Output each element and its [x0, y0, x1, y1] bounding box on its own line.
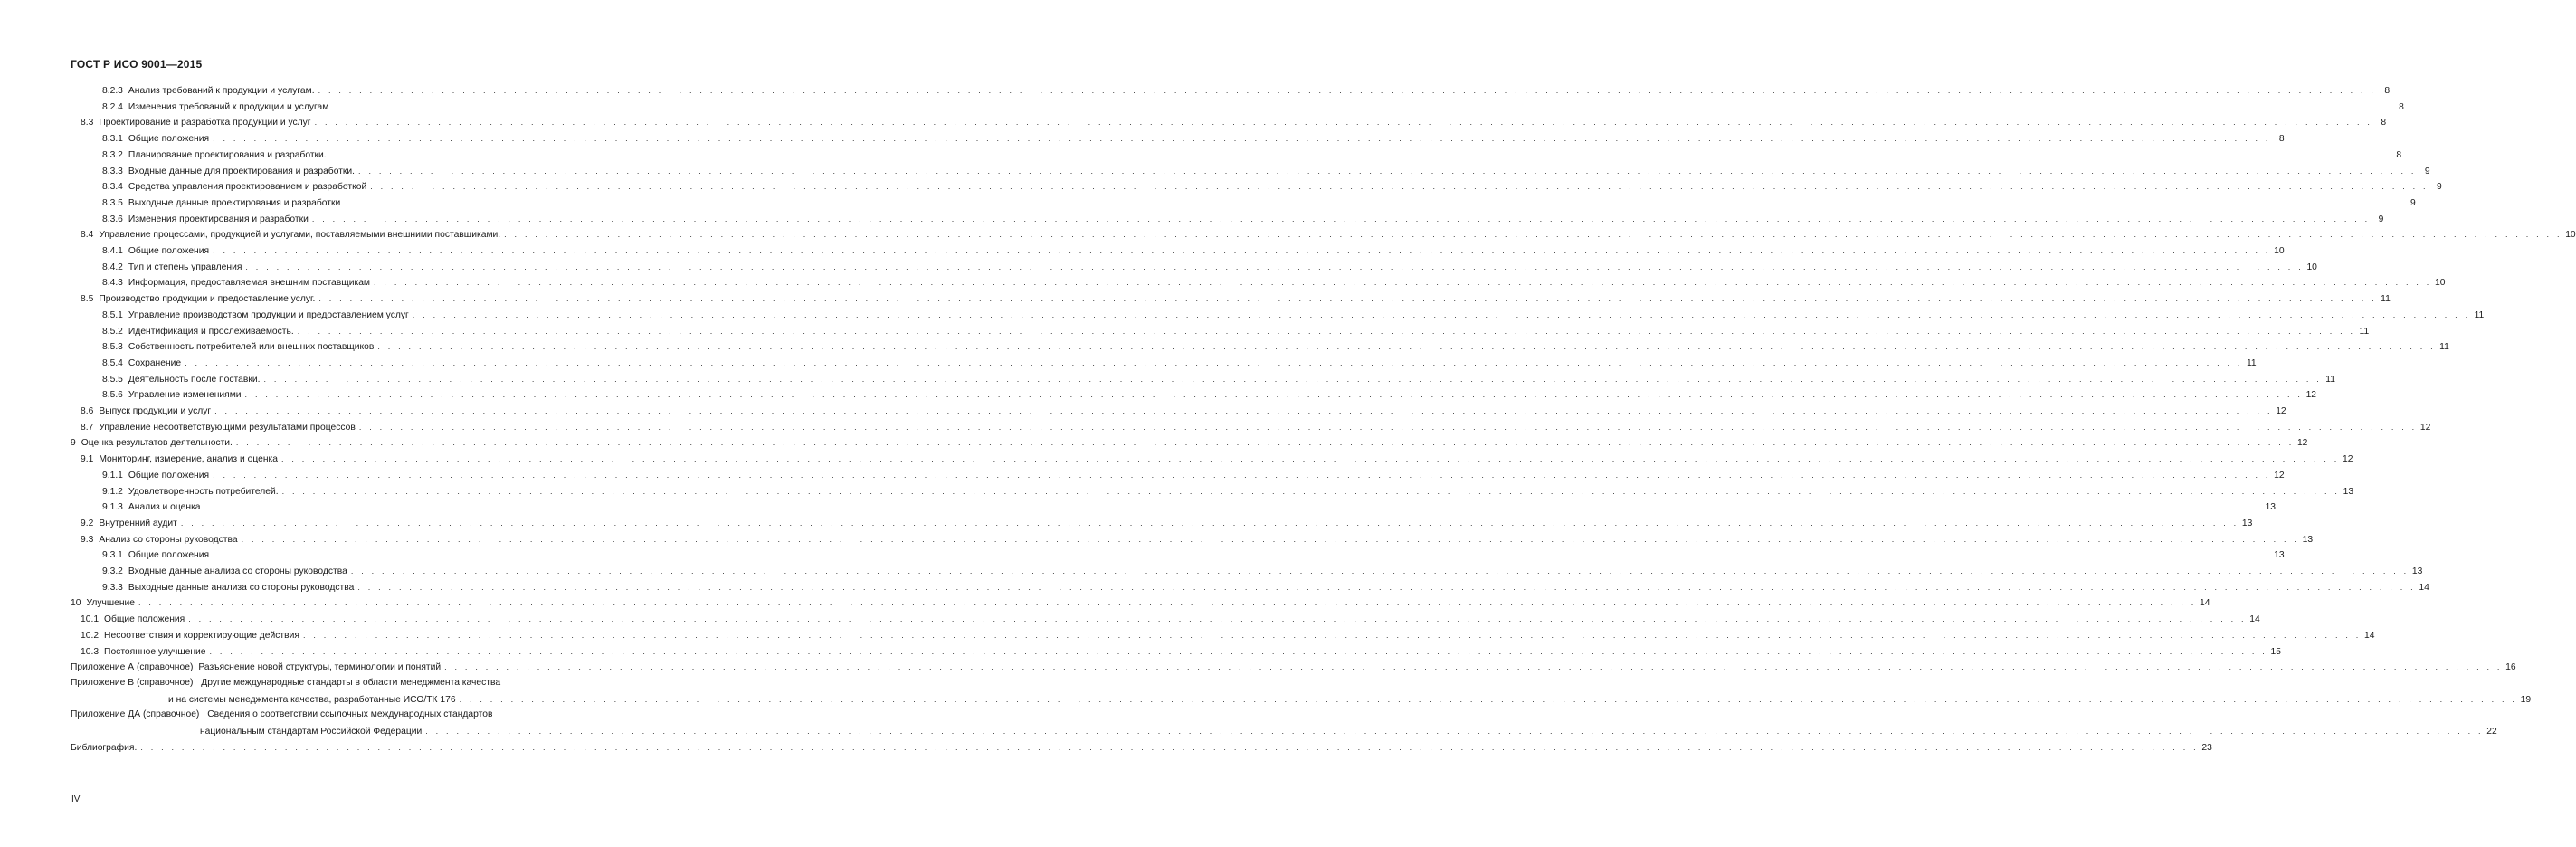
toc-entry-number: 9.1.3: [102, 502, 123, 513]
toc-entry[interactable]: [102, 276, 2446, 289]
toc-entry-title: Изменения проектирования и разработки: [128, 214, 309, 224]
toc-entry-number: 8.5: [81, 294, 94, 305]
toc-entry-title: Разъяснение новой структуры, терминологии и понятий: [198, 662, 442, 673]
toc-entry-page: 9: [2424, 166, 2430, 176]
toc-entry-number: 8.4.3: [102, 278, 123, 289]
toc-entry[interactable]: [200, 725, 2497, 738]
dot-leader: . . . . . . . . . . . . . . . . . . . . . . . . . . . . . . . . . . . . . . . . . . . . . . . . . . . . . . . . . . . . . . . . . . . . . . . . . . . . . . . . . . . . . . . . . . . . . . . . . . . . . . . . . . . . . . . . . . . . . . . . . . . . . . . . . . . . . . . . . . . . . . . . . . . . . . . . . . . . . . . . . . . . . . . . . . . . . . . . . . . . . . . . . . . . . . . . . . . . . . . .: [244, 390, 2304, 400]
toc-entry[interactable]: [102, 132, 2285, 145]
toc-entry[interactable]: [81, 533, 2314, 546]
toc-entry-page: 13: [2302, 534, 2314, 545]
dot-leader: . . . . . . . . . . . . . . . . . . . . . . . . . . . . . . . . . . . . . . . . . . . . . . . . . . . . . . . . . . . . . . . . . . . . . . . . . . . . . . . . . . . . . . . . . . . . . . . . . . . . . . . . . . . . . . . . . . . . . . . . . . . . . . . . . . . . . . . . . . . . . . . . . . . . . . . . . . . . . . . . . . . . . . . . . . . . . . . . . . . . . . . . . . . . . . . . . . . . . . . .: [412, 309, 2471, 319]
toc-entry[interactable]: [71, 741, 2212, 754]
toc-entry[interactable]: [102, 213, 2384, 225]
toc-entry[interactable]: [81, 613, 2260, 625]
toc-entry-number: 8.2.4: [102, 101, 123, 112]
toc-entry-page: 14: [2363, 630, 2375, 641]
toc-entry-number: 9: [71, 438, 76, 449]
toc-entry[interactable]: [81, 452, 2353, 465]
dot-leader: . . . . . . . . . . . . . . . . . . . . . . . . . . . . . . . . . . . . . . . . . . . . . . . . . . . . . . . . . . . . . . . . . . . . . . . . . . . . . . . . . . . . . . . . . . . . . . . . . . . . . . . . . . . . . . . . . . . . . . . . . . . . . . . . . . . . . . . . . . . . . . . . . . . . . . . . . . . . . . . . . . . . . . . . . . . . . . . . . . . . . . . . . . . . . . . . . . . . . . . .: [209, 646, 2268, 656]
toc-entry[interactable]: [102, 261, 2317, 273]
dot-leader: . . . . . . . . . . . . . . . . . . . . . . . . . . . . . . . . . . . . . . . . . . . . . . . . . . . . . . . . . . . . . . . . . . . . . . . . . . . . . . . . . . . . . . . . . . . . . . . . . . . . . . . . . . . . . . . . . . . . . . . . . . . . . . . . . . . . . . . . . . . . . . . . . . . . . . . . . . . . . . . . . . . . . . . . . . . . . . . . . . . . . . . . . . . . . . . . . . . . . . . .: [459, 694, 2518, 704]
toc-entry[interactable]: [102, 325, 2370, 338]
toc-entry-number: 8.5.5: [102, 374, 123, 385]
toc-entry-title: Деятельность после поставки.: [128, 374, 261, 385]
dot-leader: . . . . . . . . . . . . . . . . . . . . . . . . . . . . . . . . . . . . . . . . . . . . . . . . . . . . . . . . . . . . . . . . . . . . . . . . . . . . . . . . . . . . . . . . . . . . . . . . . . . . . . . . . . . . . . . . . . . . . . . . . . . . . . . . . . . . . . . . . . . . . . . . . . . . . . . . . . . . . . . . . . . . . . . . . . . . . . . . . . . . . . . . . . . . . . . . . . . . . . . .: [188, 614, 2247, 624]
toc-entry-page: 12: [2276, 406, 2286, 416]
toc-entry-number: 9.3.2: [102, 566, 123, 576]
toc-entry-number: 9.2: [81, 518, 94, 528]
dot-leader: . . . . . . . . . . . . . . . . . . . . . . . . . . . . . . . . . . . . . . . . . . . . . . . . . . . . . . . . . . . . . . . . . . . . . . . . . . . . . . . . . . . . . . . . . . . . . . . . . . . . . . . . . . . . . . . . . . . . . . . . . . . . . . . . . . . . . . . . . . . . . . . . . . . . . . . . . . . . . . . . . . . . . . . . . . . . . . . . . . . . . . . . . . . . . . . . . . . . . . . .: [314, 118, 2373, 128]
dot-leader: . . . . . . . . . . . . . . . . . . . . . . . . . . . . . . . . . . . . . . . . . . . . . . . . . . . . . . . . . . . . . . . . . . . . . . . . . . . . . . . . . . . . . . . . . . . . . . . . . . . . . . . . . . . . . . . . . . . . . . . . . . . . . . . . . . . . . . . . . . . . . . . . . . . . . . . . . . . . . . . . . . . . . . . . . . . . . . . . . . . . . . . . . . . . . . . . . . . . . . . .: [281, 486, 2341, 496]
toc-entry-number: 9.3.3: [102, 582, 123, 593]
dot-leader: . . . . . . . . . . . . . . . . . . . . . . . . . . . . . . . . . . . . . . . . . . . . . . . . . . . . . . . . . . . . . . . . . . . . . . . . . . . . . . . . . . . . . . . . . . . . . . . . . . . . . . . . . . . . . . . . . . . . . . . . . . . . . . . . . . . . . . . . . . . . . . . . . . . . . . . . . . . . . . . . . . . . . . . . . . . . . . . . . . . . . . . . . . . . . . . . . . . . . . . .: [329, 149, 2389, 159]
toc-entry-title: Управление процессами, продукцией и услугами, поставляемыми внешними поставщиками.: [99, 230, 501, 241]
dot-leader: . . . . . . . . . . . . . . . . . . . . . . . . . . . . . . . . . . . . . . . . . . . . . . . . . . . . . . . . . . . . . . . . . . . . . . . . . . . . . . . . . . . . . . . . . . . . . . . . . . . . . . . . . . . . . . . . . . . . . . . . . . . . . . . . . . . . . . . . . . . . . . . . . . . . . . . . . . . . . . . . . . . . . . . . . . . . . . . . . . . . . . . . . . . . . . . . . . . . . . . .: [358, 166, 2417, 176]
toc-entry-title: Выходные данные проектирования и разработки: [128, 197, 341, 208]
toc-entry-page: 15: [2270, 646, 2282, 657]
toc-entry-number: 8.5.4: [102, 357, 123, 368]
toc-entry-number: 8.6: [81, 406, 94, 416]
toc-entry-page: 13: [2265, 502, 2277, 513]
toc-entry-number: 8.3.1: [102, 134, 123, 145]
toc-entry-title: Общие положения: [128, 134, 210, 145]
toc-entry-page: 11: [2381, 294, 2391, 305]
toc-entry-page: 23: [2201, 742, 2212, 753]
toc-entry-number: 9.1.2: [102, 486, 123, 497]
toc-entry-title: Средства управления проектированием и разработкой: [128, 182, 367, 193]
toc-entry[interactable]: [71, 436, 2308, 449]
toc-entry[interactable]: [102, 165, 2430, 177]
toc-entry-title: Входные данные для проектирования и разработки.: [128, 166, 356, 176]
toc-entry-page: 12: [2296, 438, 2308, 449]
toc-entry-page: 8: [2399, 101, 2404, 112]
toc-entry-page: 16: [2505, 662, 2516, 673]
dot-leader: . . . . . . . . . . . . . . . . . . . . . . . . . . . . . . . . . . . . . . . . . . . . . . . . . . . . . . . . . . . . . . . . . . . . . . . . . . . . . . . . . . . . . . . . . . . . . . . . . . . . . . . . . . . . . . . . . . . . . . . . . . . . . . . . . . . . . . . . . . . . . . . . . . . . . . . . . . . . . . . . . . . . . . . . . . . . . . . . . . . . . . . . . . . . . . . . . . . . . . . .: [357, 582, 2416, 592]
dot-leader: . . . . . . . . . . . . . . . . . . . . . . . . . . . . . . . . . . . . . . . . . . . . . . . . . . . . . . . . . . . . . . . . . . . . . . . . . . . . . . . . . . . . . . . . . . . . . . . . . . . . . . . . . . . . . . . . . . . . . . . . . . . . . . . . . . . . . . . . . . . . . . . . . . . . . . . . . . . . . . . . . . . . . . . . . . . . . . . . . . . . . . . . . . . . . . . . . . . . . . . .: [213, 246, 2271, 255]
toc-entry-page: 11: [2359, 326, 2370, 337]
toc-entry-number: 8.3.3: [102, 166, 123, 176]
toc-entry-title: Идентификация и прослеживаемость.: [128, 326, 294, 337]
toc-entry-title: Входные данные анализа со стороны руководства: [128, 566, 347, 576]
dot-leader: . . . . . . . . . . . . . . . . . . . . . . . . . . . . . . . . . . . . . . . . . . . . . . . . . . . . . . . . . . . . . . . . . . . . . . . . . . . . . . . . . . . . . . . . . . . . . . . . . . . . . . . . . . . . . . . . . . . . . . . . . . . . . . . . . . . . . . . . . . . . . . . . . . . . . . . . . . . . . . . . . . . . . . . . . . . . . . . . . . . . . . . . . . . . . . . . . . . . . . . .: [213, 134, 2271, 144]
toc-entry[interactable]: [81, 116, 2387, 128]
toc-entry[interactable]: [102, 357, 2257, 369]
toc-entry-title: Изменения требований к продукции и услугам: [128, 101, 329, 112]
toc-entry-title: Мониторинг, измерение, анализ и оценка: [99, 454, 278, 465]
toc-entry-number: 9.3: [81, 534, 94, 545]
toc-entry-title: Оценка результатов деятельности.: [81, 438, 233, 449]
dot-leader: . . . . . . . . . . . . . . . . . . . . . . . . . . . . . . . . . . . . . . . . . . . . . . . . . . . . . . . . . . . . . . . . . . . . . . . . . . . . . . . . . . . . . . . . . . . . . . . . . . . . . . . . . . . . . . . . . . . . . . . . . . . . . . . . . . . . . . . . . . . . . . . . . . . . . . . . . . . . . . . . . . . . . . . . . . . . . . . . . . . . . . . . . . . . . . . . . . . . . . . .: [504, 230, 2562, 240]
dot-leader: . . . . . . . . . . . . . . . . . . . . . . . . . . . . . . . . . . . . . . . . . . . . . . . . . . . . . . . . . . . . . . . . . . . . . . . . . . . . . . . . . . . . . . . . . . . . . . . . . . . . . . . . . . . . . . . . . . . . . . . . . . . . . . . . . . . . . . . . . . . . . . . . . . . . . . . . . . . . . . . . . . . . . . . . . . . . . . . . . . . . . . . . . . . . . . . . . . . . . . . .: [425, 727, 2484, 736]
toc-entry[interactable]: [71, 596, 2210, 609]
toc-entry-title: Анализ и оценка: [128, 502, 201, 513]
dot-leader: . . . . . . . . . . . . . . . . . . . . . . . . . . . . . . . . . . . . . . . . . . . . . . . . . . . . . . . . . . . . . . . . . . . . . . . . . . . . . . . . . . . . . . . . . . . . . . . . . . . . . . . . . . . . . . . . . . . . . . . . . . . . . . . . . . . . . . . . . . . . . . . . . . . . . . . . . . . . . . . . . . . . . . . . . . . . . . . . . . . . . . . . . . . . . . . . . . . . . . . .: [311, 214, 2371, 224]
toc-entry-number: 8.3.2: [102, 149, 123, 160]
toc-entry-number: 8.5.1: [102, 309, 123, 320]
toc-entry-title: Внутренний аудит: [99, 518, 177, 528]
toc-entry[interactable]: [102, 309, 2485, 321]
toc-entry-title: и на системы менеджмента качества, разработанные ИСО/ТК 176: [168, 694, 456, 705]
toc-entry-title: Планирование проектирования и разработки.: [128, 149, 327, 160]
toc-entry[interactable]: [102, 100, 2404, 113]
toc-entry-page: 8: [2381, 118, 2387, 128]
toc-entry-title: Выходные данные анализа со стороны руководства: [128, 582, 355, 593]
toc-entry-number: 10.1: [81, 614, 100, 625]
dot-leader: . . . . . . . . . . . . . . . . . . . . . . . . . . . . . . . . . . . . . . . . . . . . . . . . . . . . . . . . . . . . . . . . . . . . . . . . . . . . . . . . . . . . . . . . . . . . . . . . . . . . . . . . . . . . . . . . . . . . . . . . . . . . . . . . . . . . . . . . . . . . . . . . . . . . . . . . . . . . . . . . . . . . . . . . . . . . . . . . . . . . . . . . . . . . . . . . . . . . . . . .: [241, 534, 2300, 544]
toc-entry-title: Производство продукции и предоставление услуг.: [99, 294, 316, 305]
toc-entry[interactable]: [102, 469, 2285, 481]
toc-entry-page: 13: [2241, 518, 2253, 528]
dot-leader: . . . . . . . . . . . . . . . . . . . . . . . . . . . . . . . . . . . . . . . . . . . . . . . . . . . . . . . . . . . . . . . . . . . . . . . . . . . . . . . . . . . . . . . . . . . . . . . . . . . . . . . . . . . . . . . . . . . . . . . . . . . . . . . . . . . . . . . . . . . . . . . . . . . . . . . . . . . . . . . . . . . . . . . . . . . . . . . . . . . . . . . . . . . . . . . . . . . . . . . .: [140, 742, 2199, 752]
toc-entry-page: 8: [2278, 134, 2285, 145]
toc-entry-page: 13: [2343, 486, 2354, 497]
toc-entry-page: 10: [2565, 230, 2576, 241]
toc-entry-page: 9: [2410, 197, 2416, 208]
toc-entry-page: 11: [2439, 342, 2449, 353]
toc-entry[interactable]: [168, 693, 2532, 706]
toc-entry-number: 10.3: [81, 646, 100, 657]
toc-entry-title: Управление несоответствующими результатами процессов: [99, 422, 356, 433]
toc-entry-page: 12: [2305, 390, 2317, 401]
toc-entry-number: Приложение В (справочное): [71, 677, 194, 688]
dot-leader: . . . . . . . . . . . . . . . . . . . . . . . . . . . . . . . . . . . . . . . . . . . . . . . . . . . . . . . . . . . . . . . . . . . . . . . . . . . . . . . . . . . . . . . . . . . . . . . . . . . . . . . . . . . . . . . . . . . . . . . . . . . . . . . . . . . . . . . . . . . . . . . . . . . . . . . . . . . . . . . . . . . . . . . . . . . . . . . . . . . . . . . . . . . . . . . . . . . . . . . .: [235, 438, 2295, 448]
dot-leader: . . . . . . . . . . . . . . . . . . . . . . . . . . . . . . . . . . . . . . . . . . . . . . . . . . . . . . . . . . . . . . . . . . . . . . . . . . . . . . . . . . . . . . . . . . . . . . . . . . . . . . . . . . . . . . . . . . . . . . . . . . . . . . . . . . . . . . . . . . . . . . . . . . . . . . . . . . . . . . . . . . . . . . . . . . . . . . . . . . . . . . . . . . . . . . . . . . . . . . . .: [377, 342, 2436, 352]
toc-entry-line: [71, 709, 492, 721]
toc-entry[interactable]: [102, 373, 2335, 385]
dot-leader: . . . . . . . . . . . . . . . . . . . . . . . . . . . . . . . . . . . . . . . . . . . . . . . . . . . . . . . . . . . . . . . . . . . . . . . . . . . . . . . . . . . . . . . . . . . . . . . . . . . . . . . . . . . . . . . . . . . . . . . . . . . . . . . . . . . . . . . . . . . . . . . . . . . . . . . . . . . . . . . . . . . . . . . . . . . . . . . . . . . . . . . . . . . . . . . . . . . . . . . .: [185, 357, 2243, 367]
toc-entry[interactable]: [102, 485, 2354, 498]
dot-leader: . . . . . . . . . . . . . . . . . . . . . . . . . . . . . . . . . . . . . . . . . . . . . . . . . . . . . . . . . . . . . . . . . . . . . . . . . . . . . . . . . . . . . . . . . . . . . . . . . . . . . . . . . . . . . . . . . . . . . . . . . . . . . . . . . . . . . . . . . . . . . . . . . . . . . . . . . . . . . . . . . . . . . . . . . . . . . . . . . . . . . . . . . . . . . . . . . . . . . . . .: [374, 278, 2432, 288]
toc-entry-title: Выпуск продукции и услуг: [99, 406, 212, 416]
toc-entry-number: 10.2: [81, 630, 100, 641]
toc-entry-number: 8.4.2: [102, 262, 123, 272]
toc-entry-number: 8.3.5: [102, 197, 123, 208]
toc-entry-number: 8.3: [81, 118, 94, 128]
toc-entry[interactable]: [102, 548, 2285, 561]
toc-entry-number: 8.2.3: [102, 86, 123, 96]
toc-entry-title: Сохранение: [128, 357, 182, 368]
toc-entry-page: 22: [2486, 727, 2497, 737]
toc-entry[interactable]: [102, 340, 2449, 353]
toc-entry-title: Анализ требований к продукции и услугам.: [128, 86, 315, 96]
page-number-footer: IV: [71, 795, 81, 804]
toc-entry-title: Библиография.: [71, 742, 138, 753]
toc-entry-title: Управление изменениями: [128, 390, 242, 401]
dot-leader: . . . . . . . . . . . . . . . . . . . . . . . . . . . . . . . . . . . . . . . . . . . . . . . . . . . . . . . . . . . . . . . . . . . . . . . . . . . . . . . . . . . . . . . . . . . . . . . . . . . . . . . . . . . . . . . . . . . . . . . . . . . . . . . . . . . . . . . . . . . . . . . . . . . . . . . . . . . . . . . . . . . . . . . . . . . . . . . . . . . . . . . . . . . . . . . . . . . . . . . .: [281, 454, 2340, 464]
dot-leader: . . . . . . . . . . . . . . . . . . . . . . . . . . . . . . . . . . . . . . . . . . . . . . . . . . . . . . . . . . . . . . . . . . . . . . . . . . . . . . . . . . . . . . . . . . . . . . . . . . . . . . . . . . . . . . . . . . . . . . . . . . . . . . . . . . . . . . . . . . . . . . . . . . . . . . . . . . . . . . . . . . . . . . . . . . . . . . . . . . . . . . . . . . . . . . . . . . . . . . . .: [350, 566, 2410, 576]
toc-entry-page: 13: [2411, 566, 2423, 576]
dot-leader: . . . . . . . . . . . . . . . . . . . . . . . . . . . . . . . . . . . . . . . . . . . . . . . . . . . . . . . . . . . . . . . . . . . . . . . . . . . . . . . . . . . . . . . . . . . . . . . . . . . . . . . . . . . . . . . . . . . . . . . . . . . . . . . . . . . . . . . . . . . . . . . . . . . . . . . . . . . . . . . . . . . . . . . . . . . . . . . . . . . . . . . . . . . . . . . . . . . . . . . .: [263, 374, 2322, 384]
toc-entry-title: Другие международные стандарты в области менеджмента качества: [198, 677, 501, 688]
toc-entry-title: Проектирование и разработка продукции и услуг: [99, 118, 311, 128]
toc-entry-page: 14: [2249, 614, 2260, 625]
toc-entry-page: 19: [2520, 694, 2532, 705]
dot-leader: . . . . . . . . . . . . . . . . . . . . . . . . . . . . . . . . . . . . . . . . . . . . . . . . . . . . . . . . . . . . . . . . . . . . . . . . . . . . . . . . . . . . . . . . . . . . . . . . . . . . . . . . . . . . . . . . . . . . . . . . . . . . . . . . . . . . . . . . . . . . . . . . . . . . . . . . . . . . . . . . . . . . . . . . . . . . . . . . . . . . . . . . . . . . . . . . . . . . . . . .: [358, 422, 2418, 432]
toc-entry[interactable]: [102, 244, 2285, 257]
toc-entry-page: 12: [2274, 470, 2285, 481]
toc-entry[interactable]: [81, 292, 2391, 305]
dot-leader: . . . . . . . . . . . . . . . . . . . . . . . . . . . . . . . . . . . . . . . . . . . . . . . . . . . . . . . . . . . . . . . . . . . . . . . . . . . . . . . . . . . . . . . . . . . . . . . . . . . . . . . . . . . . . . . . . . . . . . . . . . . . . . . . . . . . . . . . . . . . . . . . . . . . . . . . . . . . . . . . . . . . . . . . . . . . . . . . . . . . . . . . . . . . . . . . . . . . . . . .: [332, 101, 2391, 111]
dot-leader: . . . . . . . . . . . . . . . . . . . . . . . . . . . . . . . . . . . . . . . . . . . . . . . . . . . . . . . . . . . . . . . . . . . . . . . . . . . . . . . . . . . . . . . . . . . . . . . . . . . . . . . . . . . . . . . . . . . . . . . . . . . . . . . . . . . . . . . . . . . . . . . . . . . . . . . . . . . . . . . . . . . . . . . . . . . . . . . . . . . . . . . . . . . . . . . . . . . . . . . .: [245, 262, 2304, 271]
toc-entry-page: 8: [2384, 86, 2391, 96]
toc-entry-number: 9.1.1: [102, 470, 123, 481]
toc-entry-number: 8.4: [81, 230, 94, 241]
toc-entry[interactable]: [81, 421, 2431, 433]
dot-leader: . . . . . . . . . . . . . . . . . . . . . . . . . . . . . . . . . . . . . . . . . . . . . . . . . . . . . . . . . . . . . . . . . . . . . . . . . . . . . . . . . . . . . . . . . . . . . . . . . . . . . . . . . . . . . . . . . . . . . . . . . . . . . . . . . . . . . . . . . . . . . . . . . . . . . . . . . . . . . . . . . . . . . . . . . . . . . . . . . . . . . . . . . . . . . . . . . . . . . . . .: [302, 630, 2362, 640]
dot-leader: . . . . . . . . . . . . . . . . . . . . . . . . . . . . . . . . . . . . . . . . . . . . . . . . . . . . . . . . . . . . . . . . . . . . . . . . . . . . . . . . . . . . . . . . . . . . . . . . . . . . . . . . . . . . . . . . . . . . . . . . . . . . . . . . . . . . . . . . . . . . . . . . . . . . . . . . . . . . . . . . . . . . . . . . . . . . . . . . . . . . . . . . . . . . . . . . . . . . . . . .: [297, 326, 2356, 336]
toc-entry-title: национальным стандартам Российской Федерации: [200, 727, 423, 737]
toc-entry[interactable]: [102, 388, 2317, 401]
toc-entry-number: 8.3.4: [102, 182, 123, 193]
dot-leader: . . . . . . . . . . . . . . . . . . . . . . . . . . . . . . . . . . . . . . . . . . . . . . . . . . . . . . . . . . . . . . . . . . . . . . . . . . . . . . . . . . . . . . . . . . . . . . . . . . . . . . . . . . . . . . . . . . . . . . . . . . . . . . . . . . . . . . . . . . . . . . . . . . . . . . . . . . . . . . . . . . . . . . . . . . . . . . . . . . . . . . . . . . . . . . . . . . . . . . . .: [318, 86, 2377, 95]
toc-entry-page: 14: [2419, 582, 2429, 593]
toc-entry[interactable]: [81, 645, 2282, 658]
toc-entry-title: Несоответствия и корректирующие действия: [104, 630, 299, 641]
toc-entry-number: Приложение А (справочное): [71, 662, 194, 673]
toc-entry-line: [71, 677, 500, 690]
toc-entry-number: Приложение ДА (справочное): [71, 709, 200, 720]
dot-leader: . . . . . . . . . . . . . . . . . . . . . . . . . . . . . . . . . . . . . . . . . . . . . . . . . . . . . . . . . . . . . . . . . . . . . . . . . . . . . . . . . . . . . . . . . . . . . . . . . . . . . . . . . . . . . . . . . . . . . . . . . . . . . . . . . . . . . . . . . . . . . . . . . . . . . . . . . . . . . . . . . . . . . . . . . . . . . . . . . . . . . . . . . . . . . . . . . . . . . . . .: [344, 197, 2402, 207]
toc-entry-title: Удовлетворенность потребителей.: [128, 486, 279, 497]
toc-entry-page: 11: [2474, 309, 2485, 320]
toc-entry-number: 8.4.1: [102, 246, 123, 256]
toc-entry-page: 12: [2343, 454, 2353, 465]
toc-entry[interactable]: [81, 404, 2286, 417]
toc-entry-page: 9: [2437, 182, 2442, 193]
dot-leader: . . . . . . . . . . . . . . . . . . . . . . . . . . . . . . . . . . . . . . . . . . . . . . . . . . . . . . . . . . . . . . . . . . . . . . . . . . . . . . . . . . . . . . . . . . . . . . . . . . . . . . . . . . . . . . . . . . . . . . . . . . . . . . . . . . . . . . . . . . . . . . . . . . . . . . . . . . . . . . . . . . . . . . . . . . . . . . . . . . . . . . . . . . . . . . . . . . . . . . . .: [444, 662, 2503, 672]
toc-entry-page: 10: [2435, 278, 2446, 289]
toc-entry-page: 8: [2396, 149, 2402, 160]
toc-entry[interactable]: [102, 500, 2277, 513]
toc-entry-title: Управление производством продукции и предоставлением услуг: [128, 309, 409, 320]
toc-entry-number: 9.1: [81, 454, 94, 465]
toc-entry-title: Улучшение: [86, 598, 135, 609]
toc-entry-page: 9: [2378, 214, 2384, 224]
dot-leader: . . . . . . . . . . . . . . . . . . . . . . . . . . . . . . . . . . . . . . . . . . . . . . . . . . . . . . . . . . . . . . . . . . . . . . . . . . . . . . . . . . . . . . . . . . . . . . . . . . . . . . . . . . . . . . . . . . . . . . . . . . . . . . . . . . . . . . . . . . . . . . . . . . . . . . . . . . . . . . . . . . . . . . . . . . . . . . . . . . . . . . . . . . . . . . . . . . . . . . . .: [204, 502, 2263, 512]
toc-entry-page: 11: [2325, 374, 2335, 385]
toc-entry-number: 8.5.3: [102, 342, 123, 353]
dot-leader: . . . . . . . . . . . . . . . . . . . . . . . . . . . . . . . . . . . . . . . . . . . . . . . . . . . . . . . . . . . . . . . . . . . . . . . . . . . . . . . . . . . . . . . . . . . . . . . . . . . . . . . . . . . . . . . . . . . . . . . . . . . . . . . . . . . . . . . . . . . . . . . . . . . . . . . . . . . . . . . . . . . . . . . . . . . . . . . . . . . . . . . . . . . . . . . . . . . . . . . .: [213, 470, 2271, 480]
toc-entry-number: 8.5.6: [102, 390, 123, 401]
toc-entry-title: Анализ со стороны руководства: [99, 534, 238, 545]
toc-entry-number: 10: [71, 598, 81, 609]
toc-entry-page: 11: [2246, 357, 2257, 368]
toc-entry-title: Сведения о соответствии ссылочных международных стандартов: [204, 709, 493, 720]
toc-entry[interactable]: [102, 84, 2391, 97]
dot-leader: . . . . . . . . . . . . . . . . . . . . . . . . . . . . . . . . . . . . . . . . . . . . . . . . . . . . . . . . . . . . . . . . . . . . . . . . . . . . . . . . . . . . . . . . . . . . . . . . . . . . . . . . . . . . . . . . . . . . . . . . . . . . . . . . . . . . . . . . . . . . . . . . . . . . . . . . . . . . . . . . . . . . . . . . . . . . . . . . . . . . . . . . . . . . . . . . . . . . . . . .: [318, 294, 2377, 304]
toc-entry-page: 10: [2274, 246, 2285, 256]
toc-entry[interactable]: [102, 196, 2416, 209]
toc-entry[interactable]: [71, 661, 2516, 673]
toc-entry[interactable]: [102, 148, 2402, 161]
toc-entry[interactable]: [81, 629, 2375, 642]
toc-entry-page: 13: [2274, 550, 2285, 561]
toc-entry[interactable]: [102, 565, 2423, 577]
toc-entry[interactable]: [102, 180, 2442, 193]
toc-entry-page: 10: [2306, 262, 2317, 272]
toc-entry[interactable]: [81, 517, 2253, 529]
dot-leader: . . . . . . . . . . . . . . . . . . . . . . . . . . . . . . . . . . . . . . . . . . . . . . . . . . . . . . . . . . . . . . . . . . . . . . . . . . . . . . . . . . . . . . . . . . . . . . . . . . . . . . . . . . . . . . . . . . . . . . . . . . . . . . . . . . . . . . . . . . . . . . . . . . . . . . . . . . . . . . . . . . . . . . . . . . . . . . . . . . . . . . . . . . . . . . . . . . . . . . . .: [214, 406, 2273, 415]
toc-entry[interactable]: [102, 581, 2429, 594]
toc-entry-title: Тип и степень управления: [128, 262, 242, 272]
dot-leader: . . . . . . . . . . . . . . . . . . . . . . . . . . . . . . . . . . . . . . . . . . . . . . . . . . . . . . . . . . . . . . . . . . . . . . . . . . . . . . . . . . . . . . . . . . . . . . . . . . . . . . . . . . . . . . . . . . . . . . . . . . . . . . . . . . . . . . . . . . . . . . . . . . . . . . . . . . . . . . . . . . . . . . . . . . . . . . . . . . . . . . . . . . . . . . . . . . . . . . . .: [138, 598, 2197, 608]
toc-entry-number: 8.7: [81, 422, 94, 433]
dot-leader: . . . . . . . . . . . . . . . . . . . . . . . . . . . . . . . . . . . . . . . . . . . . . . . . . . . . . . . . . . . . . . . . . . . . . . . . . . . . . . . . . . . . . . . . . . . . . . . . . . . . . . . . . . . . . . . . . . . . . . . . . . . . . . . . . . . . . . . . . . . . . . . . . . . . . . . . . . . . . . . . . . . . . . . . . . . . . . . . . . . . . . . . . . . . . . . . . . . . . . . .: [370, 182, 2429, 192]
toc-entry-number: 8.5.2: [102, 326, 123, 337]
toc-entry-page: 12: [2419, 422, 2431, 433]
toc-entry-title: Информация, предоставляемая внешним поставщикам: [128, 278, 371, 289]
toc-entry-title: Общие положения: [104, 614, 185, 625]
document-header: ГОСТ Р ИСО 9001—2015: [71, 58, 203, 71]
toc-entry-title: Общие положения: [128, 470, 210, 481]
toc-entry[interactable]: [81, 228, 2576, 241]
dot-leader: . . . . . . . . . . . . . . . . . . . . . . . . . . . . . . . . . . . . . . . . . . . . . . . . . . . . . . . . . . . . . . . . . . . . . . . . . . . . . . . . . . . . . . . . . . . . . . . . . . . . . . . . . . . . . . . . . . . . . . . . . . . . . . . . . . . . . . . . . . . . . . . . . . . . . . . . . . . . . . . . . . . . . . . . . . . . . . . . . . . . . . . . . . . . . . . . . . . . . . . .: [213, 550, 2271, 560]
toc-entry-title: Общие положения: [128, 550, 210, 561]
toc-entry-title: Собственность потребителей или внешних поставщиков: [128, 342, 375, 353]
toc-entry-number: 8.3.6: [102, 214, 123, 224]
toc-entry-page: 14: [2200, 598, 2210, 609]
toc-entry-title: Общие положения: [128, 246, 210, 256]
toc-entry-title: Постоянное улучшение: [104, 646, 206, 657]
toc-entry-number: 9.3.1: [102, 550, 123, 561]
dot-leader: . . . . . . . . . . . . . . . . . . . . . . . . . . . . . . . . . . . . . . . . . . . . . . . . . . . . . . . . . . . . . . . . . . . . . . . . . . . . . . . . . . . . . . . . . . . . . . . . . . . . . . . . . . . . . . . . . . . . . . . . . . . . . . . . . . . . . . . . . . . . . . . . . . . . . . . . . . . . . . . . . . . . . . . . . . . . . . . . . . . . . . . . . . . . . . . . . . . . . . . .: [180, 518, 2239, 528]
